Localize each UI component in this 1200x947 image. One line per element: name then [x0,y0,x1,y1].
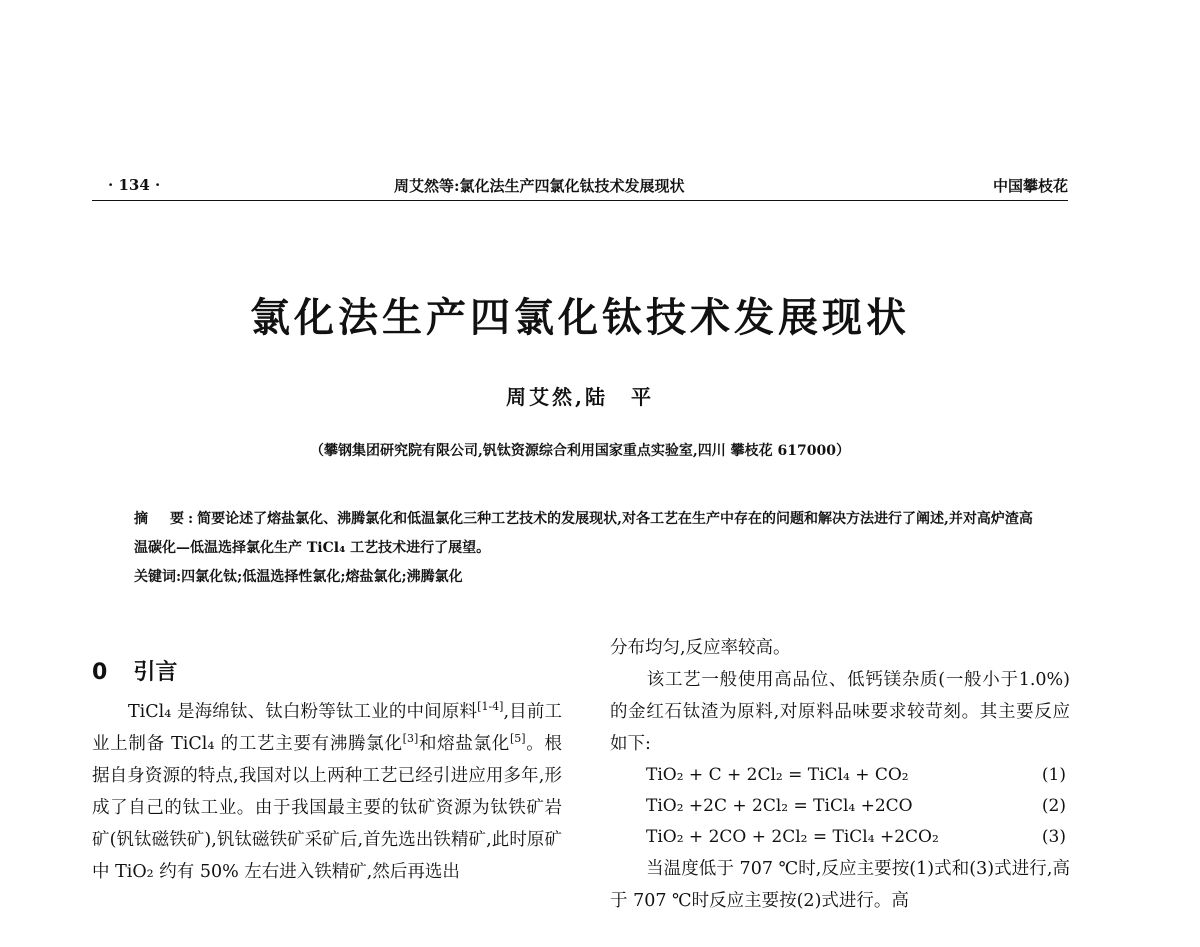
temperature-paragraph [610,853,1070,917]
equation [610,791,1070,822]
abstract-text: 简要论述了熔盐氯化、沸腾氯化和低温氯化三种工艺技术的发展现状,对各工艺在生产中存在的问题和解决方法进行了阐述,并对高炉渣高温碳化—低温选择氯化生产 TiCl₄ 工艺技术进行了展望。 [134,511,1033,556]
equation-number: (1) [1041,765,1066,785]
intro-text-2: ,目前工业上制备 TiCl₄ 的工艺主要有沸腾氯化 [92,702,562,754]
keywords [134,566,463,586]
citation-3: [5] [510,732,526,746]
equation-formula: TiO₂ + 2CO + 2Cl₂ = TiCl₄ +2CO₂ [646,827,939,847]
equation [610,760,1070,791]
left-column [92,655,562,888]
page-number: · 134 · [108,176,161,194]
continuation-line: 分布均匀,反应率较高。 [610,638,791,658]
header-rule [92,200,1068,201]
section-title: 引言 [133,660,178,685]
keywords-label: 关键词: [134,569,182,585]
process-paragraph [610,664,1070,760]
equation-formula: TiO₂ +2C + 2Cl₂ = TiCl₄ +2CO [646,796,913,816]
running-title: 周艾然等:氯化法生产四氯化钛技术发展现状 [394,177,685,195]
journal-name: 中国攀枝花 [992,177,1068,195]
citation-2: [3] [402,732,419,746]
equation-formula: TiO₂ + C + 2Cl₂ = TiCl₄ + CO₂ [646,765,909,785]
keywords-text: 四氯化钛;低温选择性氯化;熔盐氯化;沸腾氯化 [181,569,463,585]
abstract [134,505,1039,563]
equation-number: (2) [1041,796,1066,816]
intro-text-4: 。根据自身资源的特点,我国对以上两种工艺已经引进应用多年,形成了自己的钛工业。由于我国最主要的钛矿资源为钛铁矿岩矿(钒钛磁铁矿),钒钛磁铁矿采矿后,首先选出铁精矿,此时原矿中 TiO₂ 约有 50% 左右进入铁精矿,然后再选出 [92,734,563,882]
authors: 周艾然,陆 平 [506,385,654,409]
abstract-label: 摘 要: [134,511,198,527]
affiliation: （攀钢集团研究院有限公司,钒钛资源综合利用国家重点实验室,四川 攀枝花 617000） [310,443,850,459]
right-column [610,632,1070,917]
intro-text-1: TiCl₄ 是海绵钛、钛白粉等钛工业的中间原料 [128,702,478,722]
intro-text-3: 和熔盐氯化 [418,734,510,754]
process-text: 该工艺一般使用高品位、低钙镁杂质(一般小于1.0%)的金红石钛渣为原料,对原料品味要求较苛刻。其主要反应如下: [610,670,1070,754]
equation [610,822,1070,853]
citation-1: [1-4] [477,700,504,714]
section-number: 0 [92,660,108,685]
intro-paragraph [92,696,562,888]
equation-number: (3) [1041,827,1066,847]
section-heading [92,655,562,686]
paper-title: 氯化法生产四氯化钛技术发展现状 [250,295,910,341]
temperature-text: 当温度低于 707 ℃时,反应主要按(1)式和(3)式进行,高于 707 ℃时反应主要按(2)式进行。高 [610,859,1070,911]
